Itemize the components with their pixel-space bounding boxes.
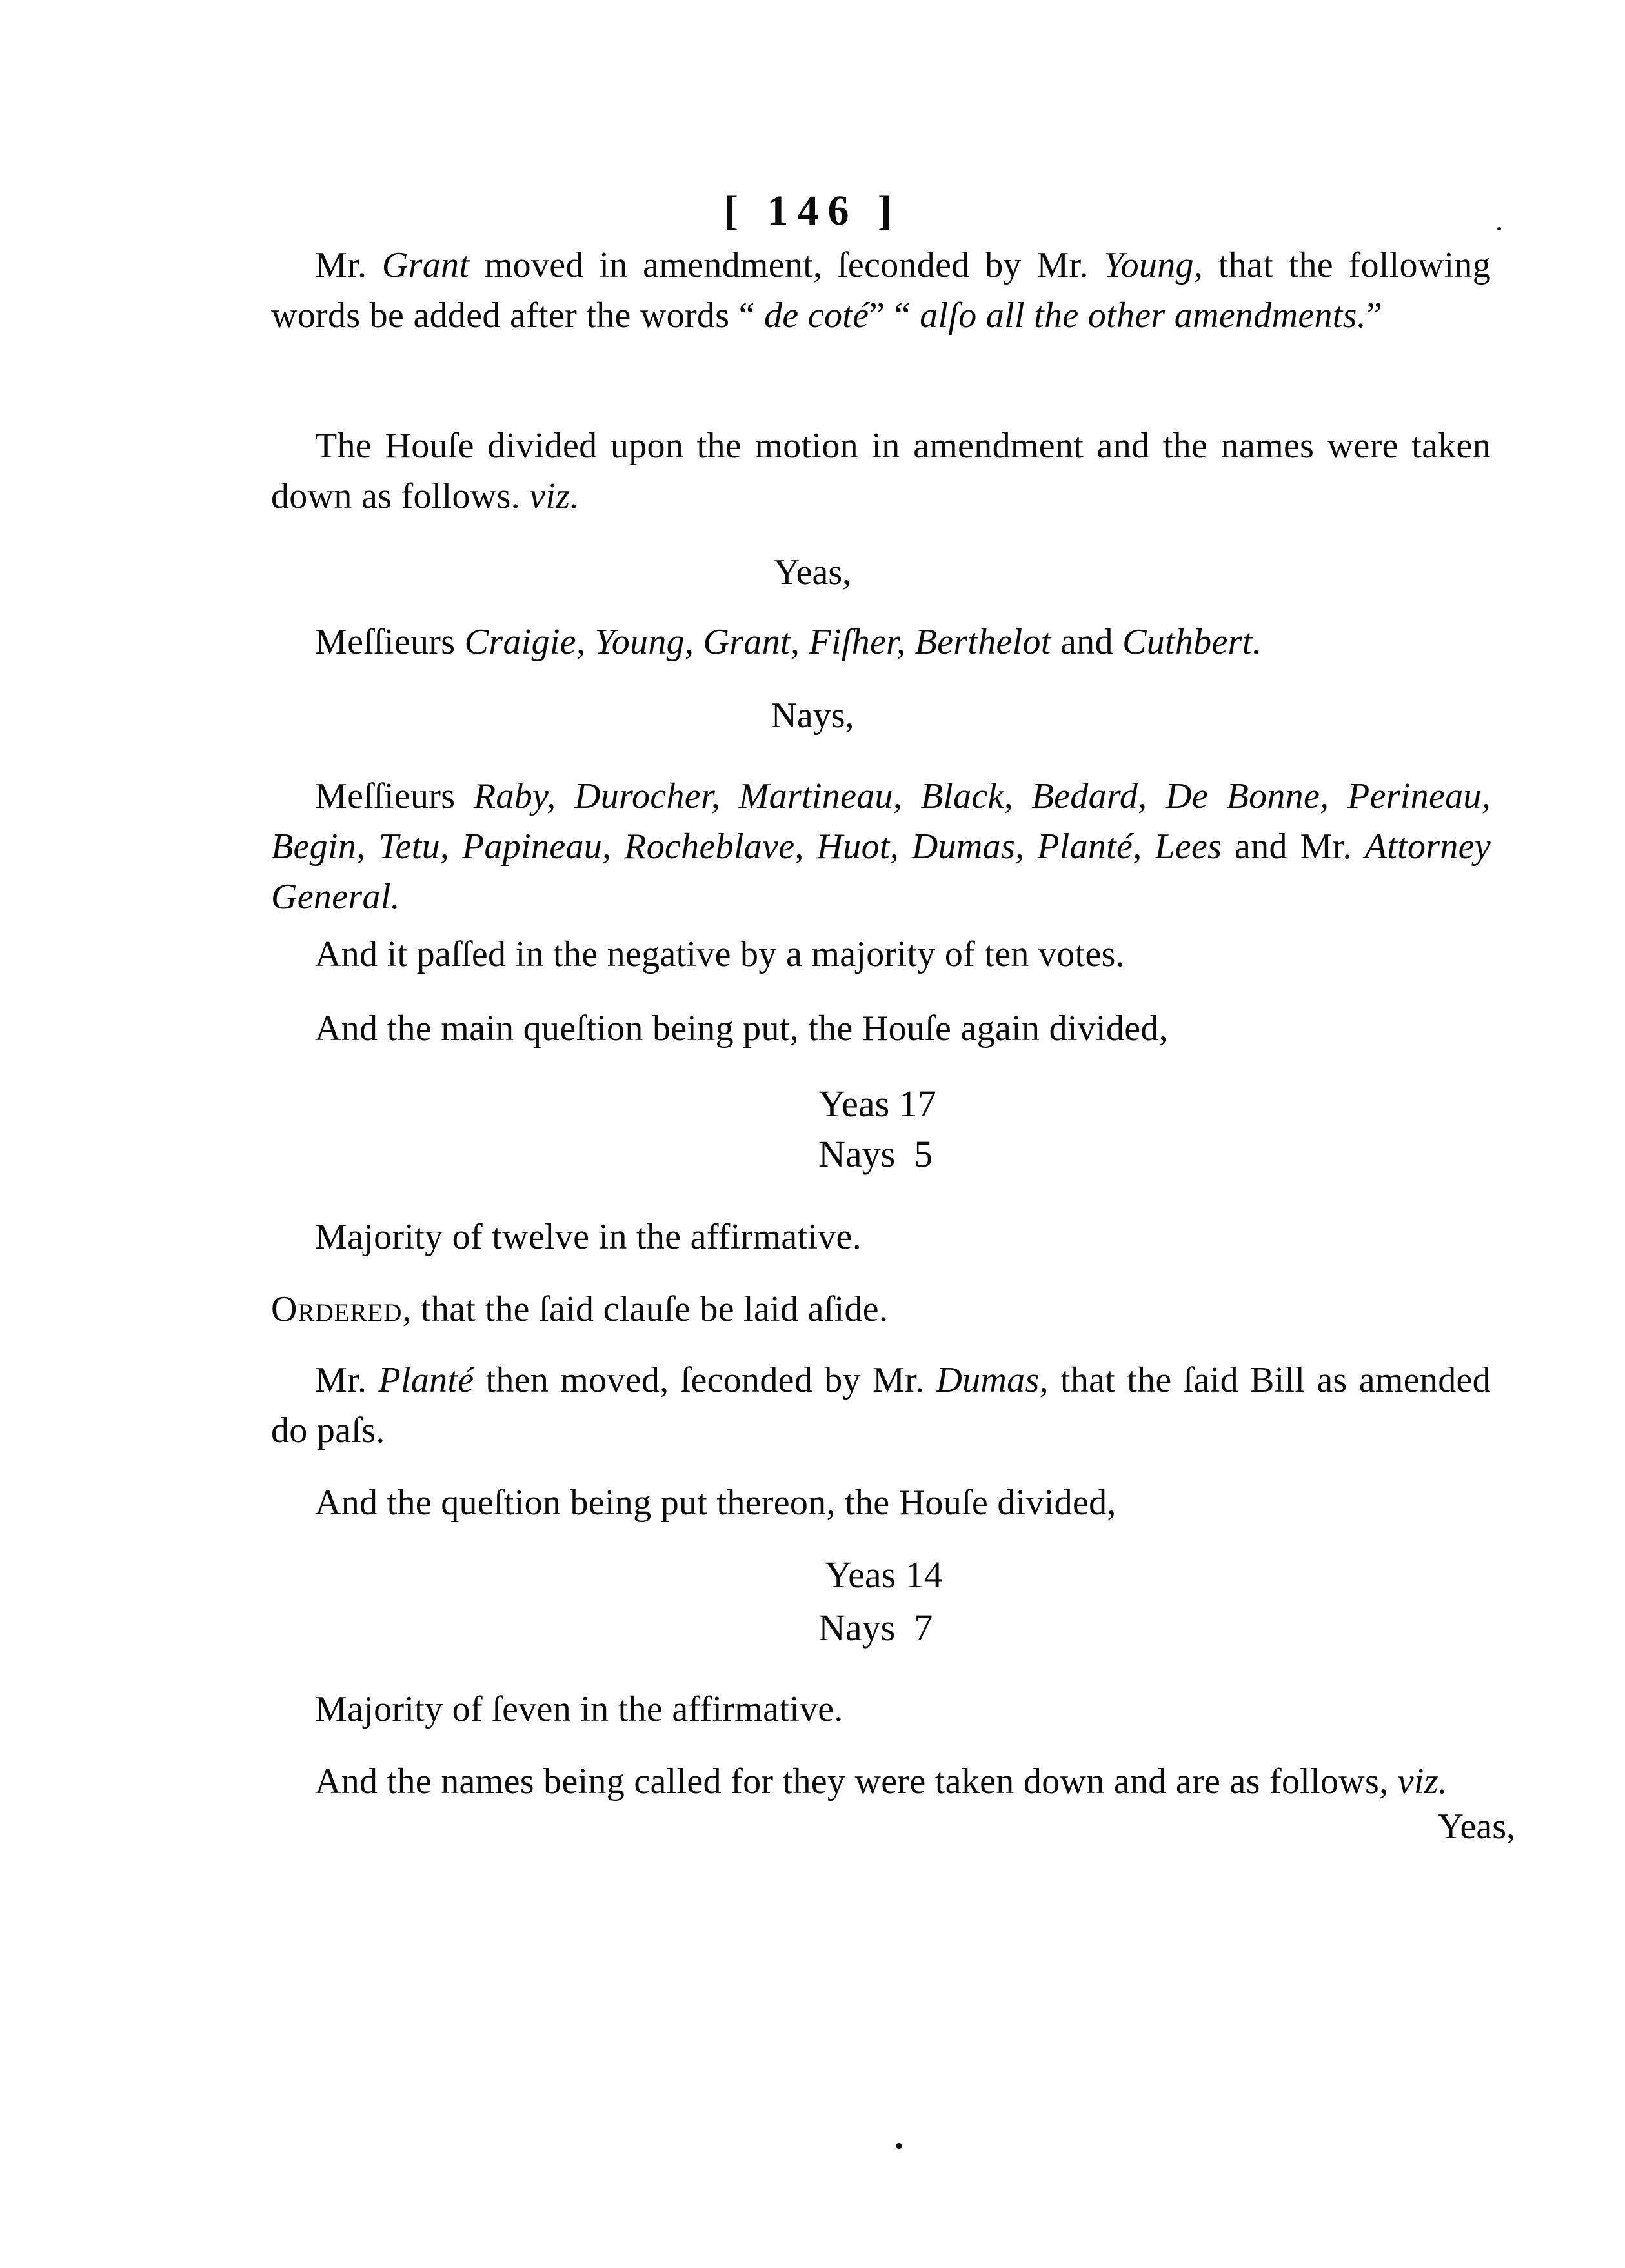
paragraph-amendment-motion <box>271 240 1491 341</box>
yeas-label: Yeas <box>818 1083 890 1125</box>
text: , that the ſaid Bill as amended do paſs. <box>271 1360 1491 1450</box>
paragraph-names-called <box>271 1756 1471 1807</box>
paragraph-majority-twelve: Majority of twelve in the affirmative. <box>315 1217 862 1257</box>
nays-heading: Nays, <box>771 696 854 736</box>
page-number: [ 146 ] <box>724 187 901 234</box>
nays-names-list <box>271 771 1491 922</box>
text: and Mr. <box>1222 827 1365 867</box>
vote2-yeas <box>825 1550 943 1600</box>
text-italic: viz. <box>529 476 580 516</box>
text: Mr. <box>315 245 382 285</box>
text: and <box>1051 622 1123 662</box>
vote1-yeas <box>818 1079 936 1129</box>
text: ” “ <box>869 296 920 336</box>
quoted-words: alſo all the other amendments. <box>920 296 1367 336</box>
nays-label: Nays <box>818 1133 896 1175</box>
text: And the names being called for they were taken down and are as follows, <box>315 1761 1398 1801</box>
text: then moved, ſeconded by Mr. <box>474 1360 936 1400</box>
text: Meſſieurs <box>315 622 465 662</box>
yeas-count: 14 <box>905 1554 943 1596</box>
member-names: Craigie, Young, Grant, Fiſher, Berthelot <box>464 622 1051 662</box>
yeas-count: 17 <box>898 1083 936 1125</box>
nays-label: Nays <box>818 1607 896 1649</box>
member-names: Raby, Durocher, Martineau, Black, Bedard, De Bonne, Perineau, Begin, Tetu, Papineau, Rocheblave, Huot, Dumas, Planté, Lees <box>271 776 1491 867</box>
yeas-heading: Yeas, <box>773 552 852 592</box>
text: The Houſe divided upon the motion in amendment and the names were taken down as follows. <box>271 426 1491 516</box>
text: moved in amendment, ſeconded by Mr. <box>469 245 1104 285</box>
member-name: Planté <box>378 1360 474 1400</box>
vote2-nays <box>818 1603 933 1653</box>
text-italic: viz. <box>1397 1761 1448 1801</box>
ink-speck <box>1497 227 1501 230</box>
quoted-words: de coté <box>764 296 869 336</box>
paragraph-house-divided <box>271 421 1491 521</box>
text: , that the following words be added after the words “ <box>271 245 1491 336</box>
paragraph-main-question: And the main queſtion being put, the Houſe again divided, <box>315 1009 1168 1049</box>
ink-speck <box>896 2143 902 2149</box>
paragraph-ordered <box>271 1284 1491 1334</box>
paragraph-plante-motion <box>271 1355 1491 1456</box>
yeas-names-list <box>271 617 1491 667</box>
member-name: Cuthbert. <box>1122 622 1262 662</box>
yeas-label: Yeas <box>825 1554 896 1596</box>
ordered-label: Ordered <box>271 1289 403 1329</box>
catchword: Yeas, <box>1437 1807 1515 1847</box>
member-name: Attorney General. <box>271 827 1491 917</box>
member-name: Grant <box>381 245 470 285</box>
text: ” <box>1366 296 1383 336</box>
vote1-nays <box>818 1129 933 1179</box>
paragraph-question-thereon: And the queſtion being put thereon, the Houſe divided, <box>315 1483 1116 1523</box>
text: , that the ſaid clauſe be laid aſide. <box>402 1289 889 1329</box>
text: Meſſieurs <box>315 776 474 816</box>
member-name: Young <box>1104 245 1194 285</box>
nays-count: 7 <box>914 1607 933 1649</box>
text: Mr. <box>315 1360 379 1400</box>
paragraph-negative-result: And it paſſed in the negative by a majority of ten votes. <box>315 934 1125 974</box>
paragraph-majority-seven: Majority of ſeven in the affirmative. <box>315 1689 843 1729</box>
member-name: Dumas <box>936 1360 1040 1400</box>
nays-count: 5 <box>914 1133 933 1175</box>
